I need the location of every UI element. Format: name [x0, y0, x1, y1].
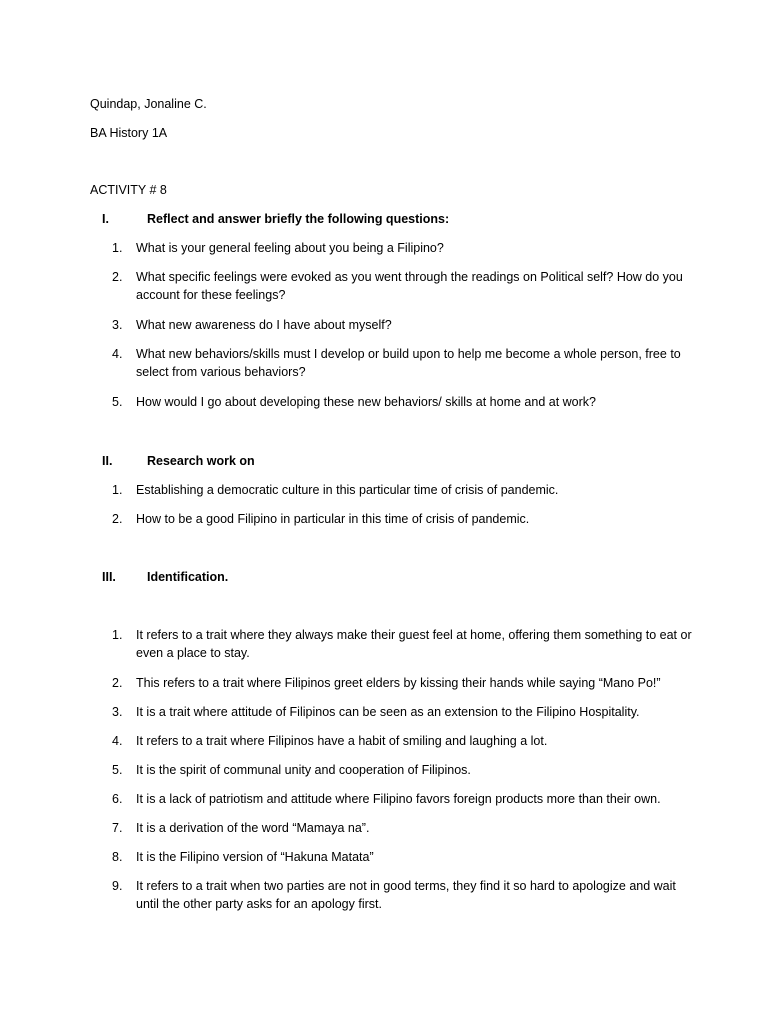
- list-item-number: 7.: [112, 821, 123, 835]
- list-item-text: Establishing a democratic culture in this particular time of crisis of pandemic.: [136, 483, 559, 497]
- list-item-text: How would I go about developing these new behaviors/ skills at home and at work?: [136, 395, 596, 409]
- list-item-number: 5.: [112, 395, 123, 409]
- list-item-text: It is a lack of patriotism and attitude where Filipino favors foreign products more than their own.: [136, 792, 661, 806]
- student-name: Quindap, Jonaline C.: [90, 97, 207, 111]
- list-item-number: 1.: [112, 628, 123, 642]
- list-item-number: 2.: [112, 512, 123, 526]
- section-2-numeral: II.: [102, 454, 113, 468]
- list-item-text: It refers to a trait when two parties are not in good terms, they find it so hard to apologize and wait until the other party asks for an apology first.: [136, 879, 676, 911]
- list-item-number: 8.: [112, 850, 123, 864]
- list-item-number: 2.: [112, 676, 123, 690]
- list-item-text: What new behaviors/skills must I develop or build upon to help me become a whole person, free to select from various behaviors?: [136, 347, 681, 379]
- activity-title: ACTIVITY # 8: [90, 183, 167, 197]
- list-item-text: It is the spirit of communal unity and cooperation of Filipinos.: [136, 763, 471, 777]
- course-label: BA History 1A: [90, 126, 168, 140]
- list-item-text: It is a derivation of the word “Mamaya na”.: [136, 821, 370, 835]
- section-3-title: Identification.: [147, 570, 229, 584]
- list-item-text: It is a trait where attitude of Filipinos can be seen as an extension to the Filipino Hospitality.: [136, 705, 640, 719]
- list-item-text: It is the Filipino version of “Hakuna Matata”: [136, 850, 374, 864]
- list-item-number: 3.: [112, 318, 123, 332]
- section-3-numeral: III.: [102, 570, 116, 584]
- list-item-number: 6.: [112, 792, 123, 806]
- list-item-number: 1.: [112, 241, 123, 255]
- list-item-text: This refers to a trait where Filipinos greet elders by kissing their hands while saying “Mano Po!”: [136, 676, 661, 690]
- list-item-number: 9.: [112, 879, 123, 893]
- list-item-text: How to be a good Filipino in particular in this time of crisis of pandemic.: [136, 512, 530, 526]
- list-item-number: 1.: [112, 483, 123, 497]
- list-item-text: It refers to a trait where they always make their guest feel at home, offering them something to eat or even a place to stay.: [136, 628, 692, 660]
- list-item-text: What new awareness do I have about myself?: [136, 318, 392, 332]
- list-item-number: 3.: [112, 705, 123, 719]
- list-item-number: 4.: [112, 734, 123, 748]
- section-2-title: Research work on: [147, 454, 255, 468]
- list-item-text: What specific feelings were evoked as you went through the readings on Political self? How do you account for these feelings?: [136, 270, 683, 302]
- list-item-text: It refers to a trait where Filipinos have a habit of smiling and laughing a lot.: [136, 734, 548, 748]
- list-item-number: 2.: [112, 270, 123, 284]
- list-item-text: What is your general feeling about you being a Filipino?: [136, 241, 444, 255]
- list-item-number: 5.: [112, 763, 123, 777]
- section-1-numeral: I.: [102, 212, 109, 226]
- section-1-title: Reflect and answer briefly the following questions:: [147, 212, 450, 226]
- list-item-number: 4.: [112, 347, 123, 361]
